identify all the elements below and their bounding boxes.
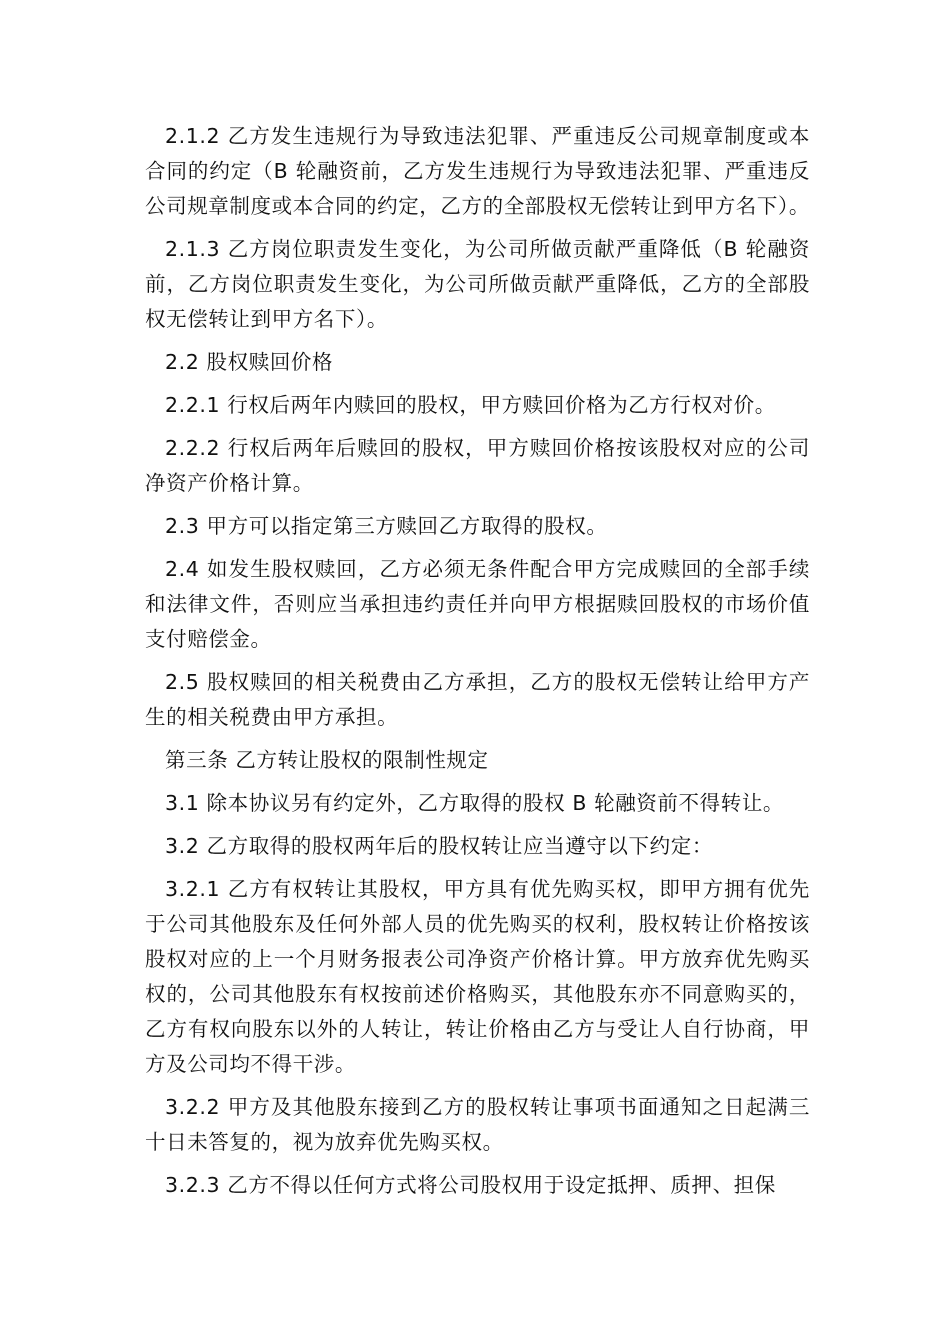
- clause-2-2-2: 2.2.2 行权后两年后赎回的股权，甲方赎回价格按该股权对应的公司净资产价格计算。: [145, 436, 810, 495]
- clause-3-2-3: 3.2.3 乙方不得以任何方式将公司股权用于设定抵押、质押、担保: [165, 1173, 776, 1197]
- clause-2-1-3: 2.1.3 乙方岗位职责发生变化，为公司所做贡献严重降低（B 轮融资前，乙方岗位职责发生变化，为公司所做贡献严重降低，乙方的全部股权无偿转让到甲方名下）。: [145, 237, 810, 331]
- clause-2-3: 2.3 甲方可以指定第三方赎回乙方取得的股权。: [165, 514, 608, 538]
- clause-3-2: 3.2 乙方取得的股权两年后的股权转让应当遵守以下约定：: [165, 834, 713, 858]
- article-3-heading: 第三条 乙方转让股权的限制性规定: [165, 748, 489, 772]
- clause-2-5: 2.5 股权赎回的相关税费由乙方承担，乙方的股权无偿转让给甲方产生的相关税费由甲方承担。: [145, 670, 810, 729]
- clause-2-2-1: 2.2.1 行权后两年内赎回的股权，甲方赎回价格为乙方行权对价。: [165, 393, 776, 417]
- document-body: [145, 119, 810, 1211]
- clause-2-1-2: 2.1.2 乙方发生违规行为导致违法犯罪、严重违反公司规章制度或本合同的约定（B 轮融资前，乙方发生违规行为导致违法犯罪、严重违反公司规章制度或本合同的约定，乙方的全部股权无偿转让到甲方名下）。: [145, 124, 810, 218]
- section-2-2-heading: 2.2 股权赎回价格: [165, 350, 334, 374]
- clause-3-1: 3.1 除本协议另有约定外，乙方取得的股权 B 轮融资前不得转让。: [165, 791, 785, 815]
- clause-3-2-1: 3.2.1 乙方有权转让其股权，甲方具有优先购买权，即甲方拥有优先于公司其他股东及任何外部人员的优先购买的权利，股权转让价格按该股权对应的上一个月财务报表公司净资产价格计算。甲方放弃优先购买权的，公司其他股东有权按前述价格购买，其他股东亦不同意购买的，乙方有权向股东以外的人转让，转让价格由乙方与受让人自行协商，甲方及公司均不得干涉。: [145, 877, 810, 1076]
- clause-3-2-2: 3.2.2 甲方及其他股东接到乙方的股权转让事项书面通知之日起满三十日未答复的，视为放弃优先购买权。: [145, 1095, 810, 1154]
- clause-2-4: 2.4 如发生股权赎回，乙方必须无条件配合甲方完成赎回的全部手续和法律文件，否则应当承担违约责任并向甲方根据赎回股权的市场价值支付赔偿金。: [145, 557, 810, 651]
